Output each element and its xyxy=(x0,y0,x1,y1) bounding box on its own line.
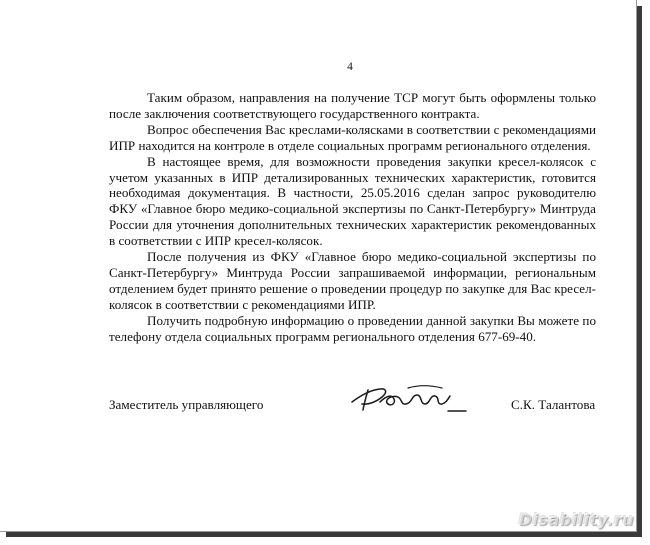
paragraph-2: Вопрос обеспечения Вас креслами-колясками в соответствии с рекомендациями ИПР находится на контроле в отделе социальных программ регионального отделения. xyxy=(109,121,596,153)
signatory-position: Заместитель управляющего xyxy=(109,397,264,412)
paragraph-5: Получить подробную информацию о проведении данной закупки Вы можете по телефону отдела социальных программ регионального отделения 677-69-40. xyxy=(109,312,596,344)
site-watermark: Disability.ru xyxy=(518,510,634,529)
signatory-name: С.К. Талантова xyxy=(511,397,596,412)
page-shadow-right xyxy=(637,6,642,537)
paragraph-3: В настоящее время, для возможности проведения закупки кресел-колясок с учетом указанных в ИПР детализированных технических характеристик, готовится необходимая документация. В частности, 25.05.2016 сделан запрос руководителю ФКУ «Главное бюро медико-социальной экспертизы по Санкт-Петербургу» Минтруда России для уточнения дополнительных технических характеристик рекомендованных в соответствии с ИПР кресел-колясок. xyxy=(109,153,596,249)
paragraph-4: После получения из ФКУ «Главное бюро медико-социальной экспертизы по Санкт-Петербургу» Минтруда России запрашиваемой информации, региональным отделением будет принято решение о проведении процедур по закупке для Вас кресел-колясок в соответствии с рекомендациями ИПР. xyxy=(109,249,596,312)
handwritten-signature xyxy=(346,380,472,416)
page-shadow-bottom xyxy=(6,532,642,537)
page-number: 4 xyxy=(347,61,353,73)
paragraph-1: Таким образом, направления на получение ТСР могут быть оформлены только после заключения соответствующего государственного контракта. xyxy=(109,90,596,121)
letter-body xyxy=(109,90,596,345)
